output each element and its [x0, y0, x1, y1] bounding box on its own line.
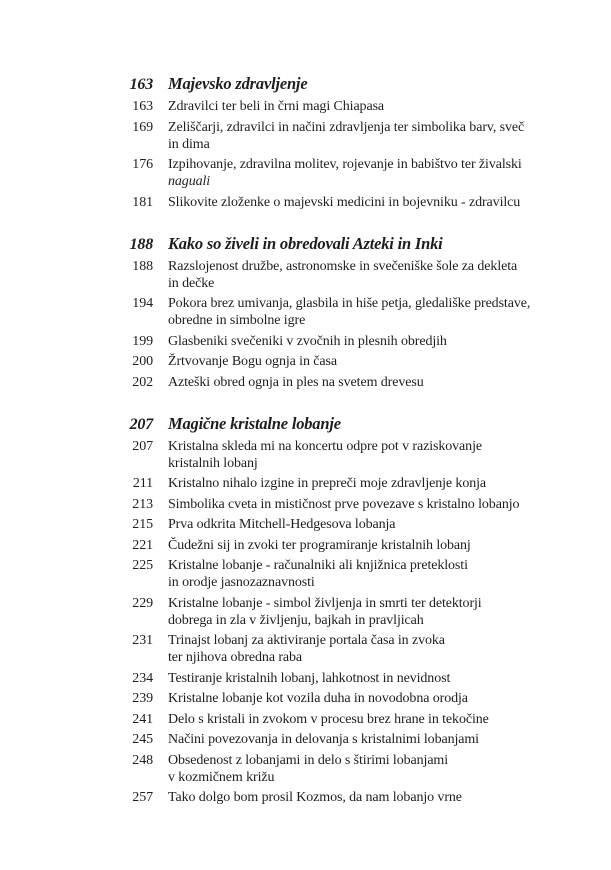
entry-page-number: 169: [132, 119, 153, 135]
toc-entry: [113, 353, 530, 370]
entry-text: [168, 295, 530, 329]
toc-section: [113, 233, 530, 391]
entry-text: [168, 374, 530, 391]
toc-entry: [113, 789, 530, 806]
entry-text: [168, 595, 530, 629]
entry-text-line: in orodje jasnozaznavnosti: [168, 575, 315, 590]
entry-text-line: v kozmičnem križu: [168, 769, 275, 785]
entry-page-number: 202: [132, 374, 153, 390]
toc-entry: [113, 333, 530, 350]
entry-page-number: 241: [132, 711, 153, 727]
section-heading: [113, 233, 530, 255]
entry-text-line: Razslojenost družbe, astronomske in svečeniške šole za dekleta: [168, 258, 518, 274]
entry-text-line: Kristalne lobanje - simbol življenja in smrti ter detektorji: [168, 595, 482, 611]
entry-page-number: 200: [132, 354, 153, 369]
section-title: Majevsko zdravljenje: [168, 74, 308, 93]
entry-page-number: 199: [132, 333, 153, 349]
entry-text: [168, 475, 530, 492]
entry-text-line: Simbolika cveta in mističnost prve povezave s kristalno lobanjo: [168, 496, 520, 512]
entry-page-number: 213: [132, 496, 153, 512]
entry-text: [168, 496, 530, 513]
entry-text-line: ter njihova obredna raba: [168, 650, 303, 665]
entry-text: [168, 516, 530, 533]
entry-text: [168, 711, 530, 728]
entry-text: [168, 670, 530, 687]
toc-entry: [113, 711, 530, 728]
entry-page-number: 225: [132, 558, 153, 573]
entry-text-line: dobrega in zla v življenju, bajkah in pravljicah: [168, 612, 424, 628]
entry-page-number: 163: [132, 99, 153, 114]
toc-entry: [113, 438, 530, 472]
entry-page-number: 234: [132, 670, 153, 686]
toc-entry: [113, 194, 530, 211]
entry-page-number: 245: [132, 732, 153, 747]
toc-entry: [113, 731, 530, 748]
table-of-contents: [113, 73, 530, 810]
entry-page-number: 176: [132, 157, 153, 172]
entry-text: [168, 632, 530, 666]
entry-page-number: 231: [132, 633, 153, 648]
entry-text-line: in dima: [168, 136, 210, 152]
toc-entry: [113, 119, 530, 153]
section-page-number: 207: [129, 415, 153, 433]
entry-page-number: 229: [132, 595, 153, 611]
entry-text: [168, 353, 530, 370]
toc-entry: [113, 295, 530, 329]
entry-text: [168, 537, 530, 554]
entry-text-line: Tako dolgo bom prosil Kozmos, da nam lobanjo vrne: [168, 790, 462, 805]
toc-entry: [113, 690, 530, 707]
entry-text: [168, 156, 530, 190]
entry-text-line: Žrtvovanje Bogu ognja in časa: [168, 354, 337, 369]
entry-text-line: Zeliščarji, zdravilci in načini zdravljenja ter simbolika barv, sveč: [168, 119, 525, 135]
toc-entry: [113, 537, 530, 554]
toc-entry: [113, 632, 530, 666]
entry-text-line: Kristalna skleda mi na koncertu odpre pot v raziskovanje: [168, 438, 482, 454]
entry-page-number: 221: [132, 537, 153, 553]
toc-entry: [113, 752, 530, 786]
toc-entry: [113, 374, 530, 391]
entry-text-line: Slikovite zloženke o majevski medicini in bojevniku - zdravilcu: [168, 194, 521, 210]
entry-text: [168, 119, 530, 153]
entry-page-number: 181: [132, 194, 153, 210]
section-page-number: 163: [129, 76, 153, 93]
entry-text-line: Delo s kristali in zvokom v procesu brez hrane in tekočine: [168, 711, 489, 727]
entry-text-line: Prva odkrita Mitchell-Hedgesova lobanja: [168, 517, 396, 532]
entry-text: [168, 789, 530, 806]
entry-page-number: 211: [132, 476, 153, 491]
entry-text: [168, 438, 530, 472]
toc-entry: [113, 98, 530, 115]
toc-entry: [113, 496, 530, 513]
entry-text-line: Glasbeniki svečeniki v zvočnih in plesnih obredjih: [168, 333, 447, 349]
entry-text: [168, 731, 530, 748]
entry-text-line: Testiranje kristalnih lobanj, lahkotnost in nevidnost: [168, 670, 451, 686]
entry-page-number: 194: [132, 296, 153, 311]
entry-page-number: 239: [132, 691, 153, 706]
entry-text: [168, 98, 530, 115]
entry-text: [168, 557, 530, 591]
entry-text-line: kristalnih lobanj: [168, 455, 258, 471]
entry-page-number: 215: [132, 517, 153, 532]
entry-text-line: naguali: [168, 174, 211, 189]
entry-text-line: Zdravilci ter beli in črni magi Chiapasa: [168, 99, 385, 114]
entry-page-number: 248: [132, 752, 153, 768]
entry-text: [168, 690, 530, 707]
toc-entry: [113, 557, 530, 591]
toc-entry: [113, 516, 530, 533]
entry-page-number: 257: [132, 790, 153, 805]
section-page-number: 188: [129, 235, 153, 253]
section-title: Kako so živeli in obredovali Azteki in Inki: [168, 233, 443, 253]
entry-text-line: Pokora brez umivanja, glasbila in hiše petja, gledališke predstave,: [168, 296, 531, 311]
toc-section: [113, 73, 530, 211]
section-heading: [113, 413, 530, 435]
entry-text-line: Čudežni sij in zvoki ter programiranje kristalnih lobanj: [168, 537, 471, 553]
section-heading: [113, 73, 530, 95]
entry-text: [168, 258, 530, 292]
entry-text-line: Kristalne lobanje - računalniki ali knjižnica preteklosti: [168, 558, 468, 573]
entry-text-line: Azteški obred ognja in ples na svetem drevesu: [168, 374, 424, 390]
section-title: Magične kristalne lobanje: [168, 413, 341, 433]
entry-text: [168, 194, 530, 211]
entry-text-line: Izpihovanje, zdravilna molitev, rojevanje in babištvo ter živalski: [168, 157, 522, 172]
entry-text-line: obredne in simbolne igre: [168, 313, 306, 328]
entry-text-line: Kristalne lobanje kot vozila duha in novodobna orodja: [168, 691, 468, 706]
toc-entry: [113, 595, 530, 629]
toc-section: [113, 413, 530, 807]
entry-text: [168, 752, 530, 786]
toc-entry: [113, 670, 530, 687]
entry-text-line: in dečke: [168, 275, 215, 291]
entry-text-line: Kristalno nihalo izgine in prepreči moje zdravljenje konja: [168, 476, 487, 491]
entry-text-line: Načini povezovanja in delovanja s kristalnimi lobanjami: [168, 732, 479, 747]
entry-text: [168, 333, 530, 350]
entry-text-line: Obsedenost z lobanjami in delo s štirimi lobanjami: [168, 752, 449, 768]
entry-page-number: 188: [132, 258, 153, 274]
entry-page-number: 207: [132, 438, 153, 454]
toc-entry: [113, 475, 530, 492]
entry-text-line: Trinajst lobanj za aktiviranje portala časa in zvoka: [168, 633, 445, 648]
toc-entry: [113, 258, 530, 292]
toc-entry: [113, 156, 530, 190]
